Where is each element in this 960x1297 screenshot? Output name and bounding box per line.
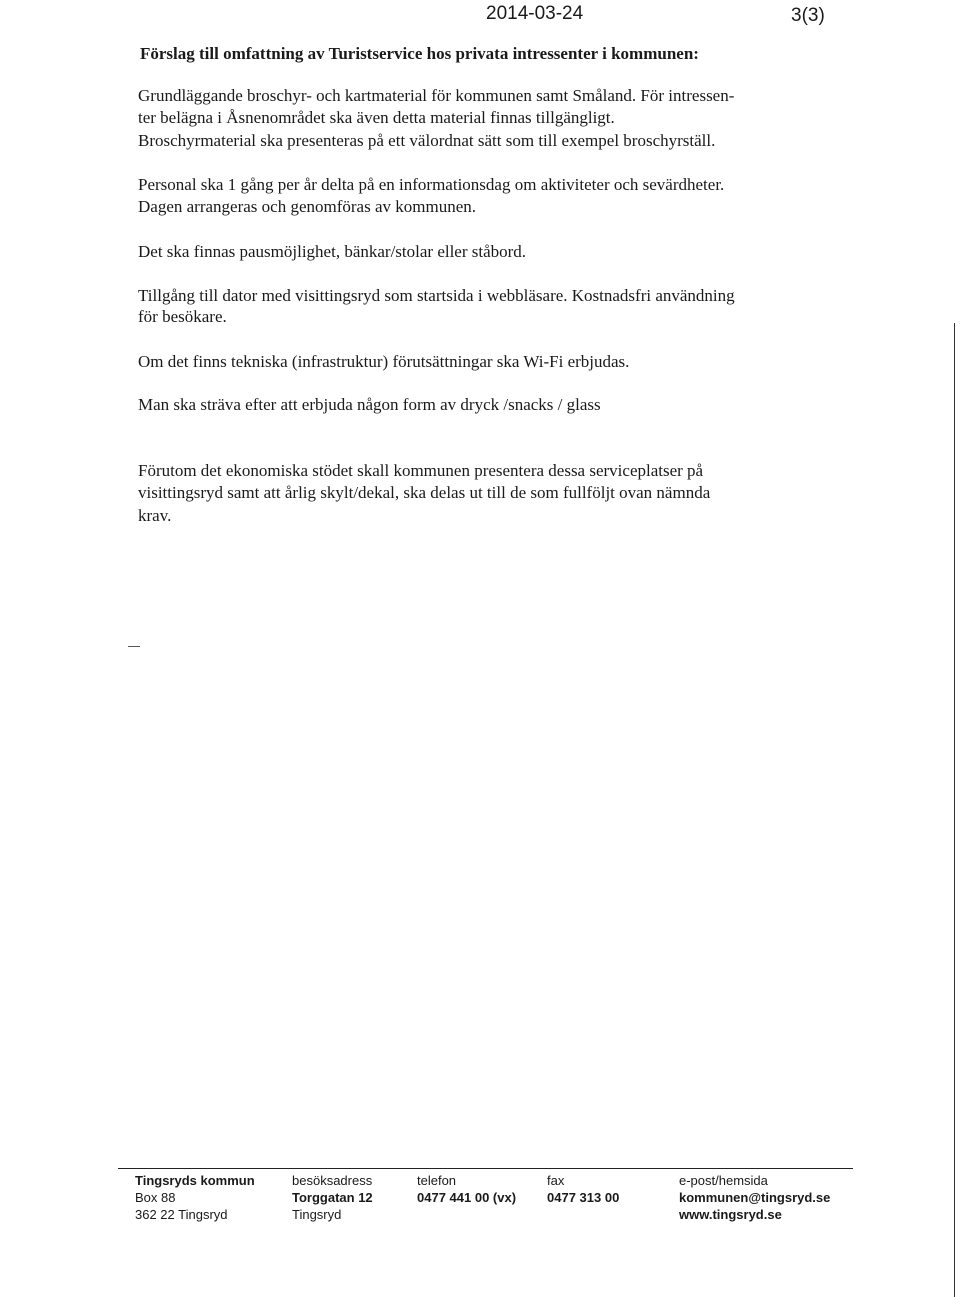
body-line: Personal ska 1 gång per år delta på en informationsdag om aktiviteter och sevärdheter. [138, 175, 725, 194]
footer-fax-label: fax [547, 1173, 565, 1188]
footer-divider [118, 1168, 853, 1169]
body-line: Grundläggande broschyr- och kartmaterial för kommunen samt Småland. För intressen- [138, 86, 735, 105]
footer-web-column [679, 1172, 830, 1223]
footer-fax-column [547, 1172, 619, 1206]
footer-visit-city: Tingsryd [292, 1207, 342, 1222]
footer-web-label: e-post/hemsida [679, 1173, 768, 1188]
footer-org-name: Tingsryds kommun [135, 1173, 255, 1188]
footer-visit-column [292, 1172, 373, 1223]
footer-phone-column [417, 1172, 516, 1206]
footer-visit-label: besöksadress [292, 1173, 373, 1188]
body-line: Tillgång till dator med visittingsryd som startsida i webbläsare. Kostnadsfri användning [138, 286, 735, 305]
body-line: Broschyrmaterial ska presenteras på ett välordnat sätt som till exempel broschyrställ. [138, 131, 716, 150]
page-number: 3(3) [791, 5, 825, 26]
footer-org-box: Box 88 [135, 1190, 176, 1205]
footer-visit-street: Torggatan 12 [292, 1190, 373, 1205]
body-line: Förutom det ekonomiska stödet skall kommunen presentera dessa serviceplatser på [138, 461, 704, 480]
body-line: Det ska finnas pausmöjlighet, bänkar/stolar eller ståbord. [138, 242, 527, 261]
footer-org-postal: 362 22 Tingsryd [135, 1207, 228, 1222]
body-line: ter belägna i Åsnenområdet ska även detta material finnas tillgängligt. [138, 108, 615, 127]
footer-email-link[interactable]: kommunen@tingsryd.se [679, 1190, 831, 1205]
footer-org-column [135, 1172, 255, 1223]
body-line: krav. [138, 506, 172, 525]
body-line: för besökare. [138, 307, 227, 326]
body-line: visittingsryd samt att årlig skylt/dekal, ska delas ut till de som fullföljt ovan nämnda [138, 483, 711, 502]
body-line: Om det finns tekniska (infrastruktur) förutsättningar ska Wi-Fi erbjudas. [138, 352, 630, 371]
stray-mark [128, 646, 140, 647]
footer-website-link[interactable]: www.tingsryd.se [679, 1207, 782, 1222]
document-date: 2014-03-24 [486, 3, 584, 24]
footer-phone-number: 0477 441 00 (vx) [417, 1190, 517, 1205]
body-line: Dagen arrangeras och genomföras av kommunen. [138, 197, 476, 216]
document-heading: Förslag till omfattning av Turistservice hos privata intressenter i kommunen: [140, 44, 699, 63]
letterhead-footer [0, 1172, 960, 1232]
scan-edge-line [954, 323, 955, 1297]
footer-fax-number: 0477 313 00 [547, 1190, 620, 1205]
body-line: Man ska sträva efter att erbjuda någon form av dryck /snacks / glass [138, 395, 601, 414]
footer-phone-label: telefon [417, 1173, 457, 1188]
